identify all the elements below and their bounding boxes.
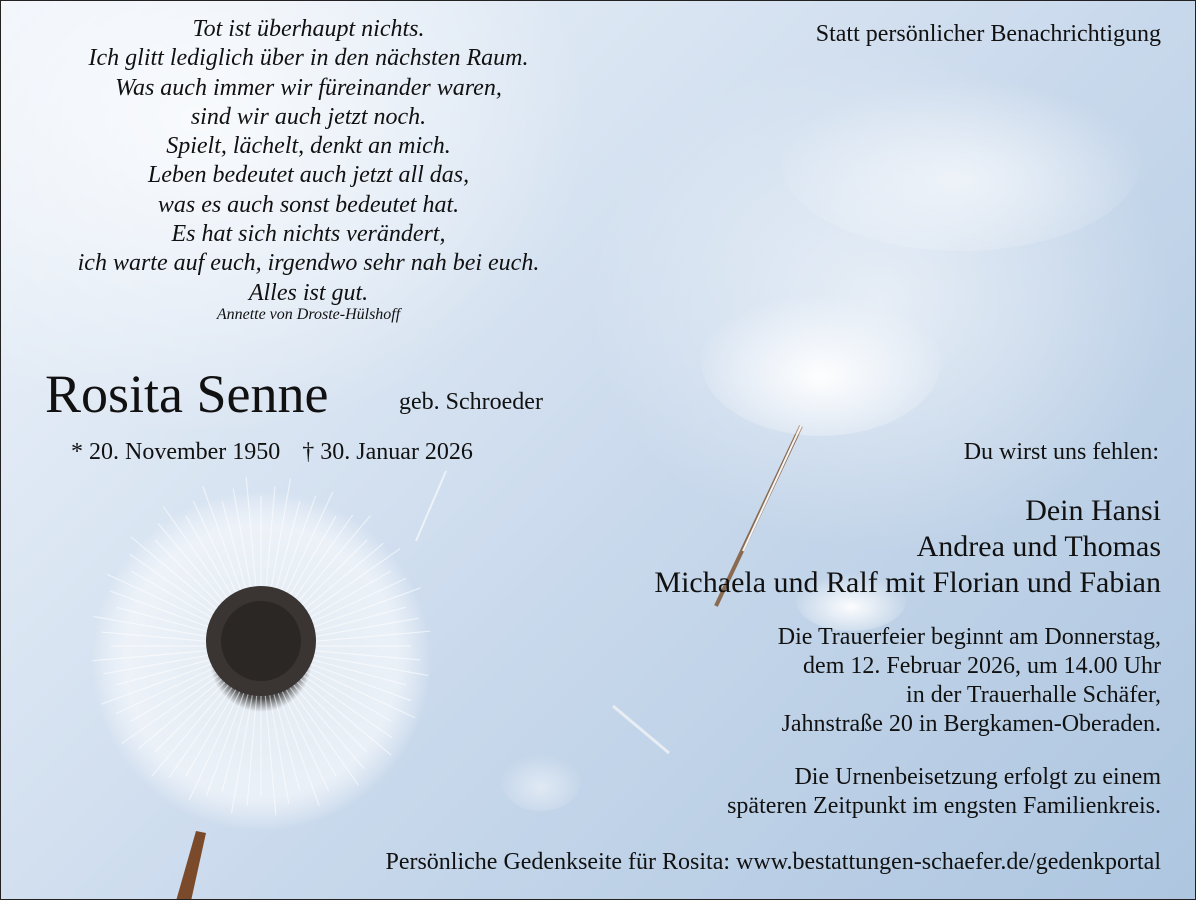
urn-info: [727, 763, 1161, 821]
death-date: † 30. Januar 2026: [302, 439, 473, 465]
birth-date: * 20. November 1950: [71, 439, 281, 465]
family-member: Dein Hansi: [1025, 494, 1161, 527]
deceased-name: Rosita Senne: [45, 364, 329, 424]
poem-line: Es hat sich nichts verändert,: [171, 221, 446, 248]
service-line: in der Trauerhalle Schäfer,: [906, 682, 1161, 708]
notice-header: Statt persönlicher Benachrichtigung: [815, 21, 1161, 47]
poem-author: Annette von Droste-Hülshoff: [216, 306, 401, 323]
service-line: dem 12. Februar 2026, um 14.00 Uhr: [803, 653, 1161, 679]
service-info: [778, 623, 1161, 739]
urn-line: Die Urnenbeisetzung erfolgt zu einem: [794, 764, 1161, 790]
poem-line: Ich glitt lediglich über in den nächsten Raum.: [88, 45, 529, 72]
miss-text: Du wirst uns fehlen:: [963, 439, 1159, 465]
poem-line: Leben bedeutet auch jetzt all das,: [147, 162, 470, 189]
poem-line: ich warte auf euch, irgendwo sehr nah bei euch.: [77, 250, 540, 277]
born-name: geb. Schroeder: [399, 389, 543, 415]
dandelion-clock: [91, 477, 431, 900]
family-list: [654, 493, 1161, 601]
urn-line: späteren Zeitpunkt im engsten Familienkreis.: [727, 793, 1161, 819]
poem: [21, 15, 596, 308]
memorial-page-link[interactable]: Persönliche Gedenkseite für Rosita: www.bestattungen-schaefer.de/gedenkportal: [385, 849, 1161, 875]
poem-line: Alles ist gut.: [248, 279, 369, 306]
poem-line: Spielt, lächelt, denkt an mich.: [166, 133, 451, 160]
service-line: Jahnstraße 20 in Bergkamen-Oberaden.: [781, 711, 1161, 737]
poem-line: Was auch immer wir füreinander waren,: [115, 74, 502, 101]
life-dates: [71, 439, 473, 466]
service-line: Die Trauerfeier beginnt am Donnerstag,: [777, 624, 1161, 650]
family-member: Andrea und Thomas: [916, 530, 1161, 563]
poem-line: sind wir auch jetzt noch.: [190, 103, 427, 130]
poem-line: was es auch sonst bedeutet hat.: [157, 191, 460, 218]
poem-line: Tot ist überhaupt nichts.: [192, 16, 425, 42]
family-member: Michaela und Ralf mit Florian und Fabian: [654, 566, 1161, 599]
